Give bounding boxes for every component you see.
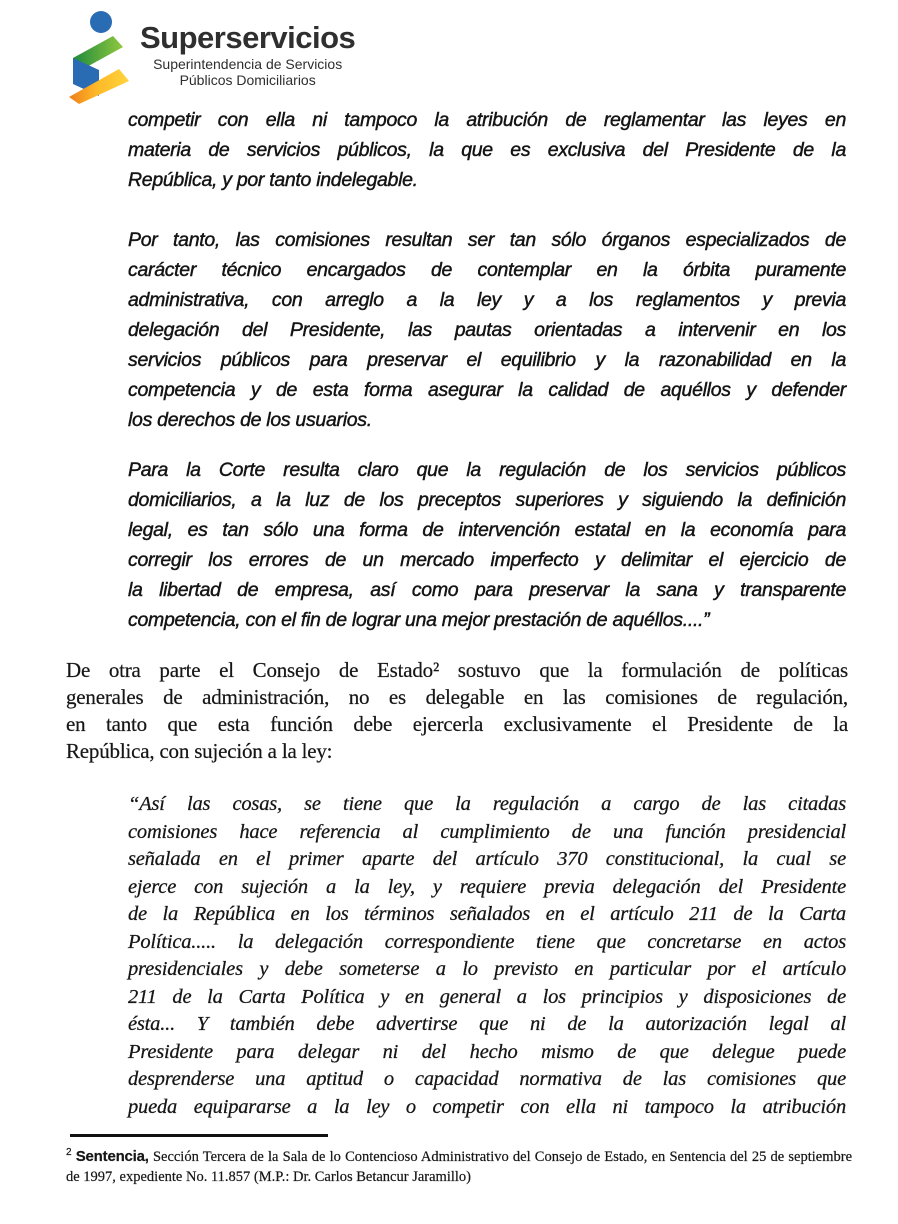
text-line: carácter técnico encargados de contemplar en la órbita puramente xyxy=(128,259,846,281)
text-line: ésta... Y también debe advertirse que ni de la autorización legal al xyxy=(128,1013,846,1035)
quote-block-4 xyxy=(128,791,846,1121)
text-line: De otra parte el Consejo de Estado² sostuvo que la formulación de políticas xyxy=(66,658,848,682)
text-line: Política..... la delegación correspondiente tiene que concretarse en actos xyxy=(128,930,846,953)
text-line: generales de administración, no es delegable en las comisiones de regulación, xyxy=(66,685,848,709)
text-line: en tanto que esta función debe ejercerla exclusivamente el Presidente de la xyxy=(66,712,848,736)
text-line: “Así las cosas, se tiene que la regulación a cargo de las citadas xyxy=(128,793,846,815)
text-line: República, y por tanto indelegable. xyxy=(128,169,418,191)
footnote-text: Sección Tercera de la Sala de lo Contencioso Administrativo del Consejo de Estado, en Sentencia del 25 de septiembre de 1997, expediente No. 11.857 (M.P.: Dr. Carlos Betancur Jaramillo) xyxy=(66,1148,852,1185)
text-line: presidenciales y debe someterse a lo previsto en particular por el artículo xyxy=(128,958,846,980)
superservicios-figure-icon xyxy=(64,10,132,104)
text-line: delegación del Presidente, las pautas orientadas a intervenir en los xyxy=(128,319,846,341)
brand-subtitle-line2: Públicos Domiciliarios xyxy=(179,72,316,88)
body-paragraph xyxy=(66,657,848,765)
text-line: legal, es tan sólo una forma de intervención estatal en la economía para xyxy=(128,519,846,541)
text-line: pueda equipararse a la ley o competir con ella ni tampoco la atribución xyxy=(128,1095,846,1118)
text-line: Para la Corte resulta claro que la regulación de los servicios públicos xyxy=(128,459,846,481)
text-line: desprenderse una aptitud o capacidad normativa de las comisiones que xyxy=(128,1068,846,1090)
text-line: los derechos de los usuarios. xyxy=(128,409,372,431)
text-line: señalada en el primer aparte del artículo 370 constitucional, la cual se xyxy=(128,848,846,870)
text-line: competencia, con el fin de lograr una mejor prestación de aquéllos....” xyxy=(128,609,710,631)
text-line: Presidente para delegar ni del hecho mismo de que delegue puede xyxy=(128,1040,846,1063)
quote-block-3 xyxy=(128,455,846,635)
text-line: competir con ella ni tampoco la atribución de reglamentar las leyes en xyxy=(128,109,846,131)
footnote-separator xyxy=(70,1134,328,1137)
document-body xyxy=(0,105,898,1187)
text-line: comisiones hace referencia al cumplimiento de una función presidencial xyxy=(128,820,846,843)
brand-name: Superservicios xyxy=(140,20,356,55)
text-line: materia de servicios públicos, la que es exclusiva del Presidente de la xyxy=(128,139,846,161)
text-line: Por tanto, las comisiones resultan ser tan sólo órganos especializados de xyxy=(128,229,846,251)
text-line: competencia y de esta forma asegurar la calidad de aquéllos y defender xyxy=(128,379,846,401)
text-line: domiciliarios, a la luz de los preceptos superiores y siguiendo la definición xyxy=(128,489,846,511)
footnote xyxy=(66,1143,852,1187)
text-line: servicios públicos para preservar el equilibrio y la razonabilidad en la xyxy=(128,349,846,371)
text-line: administrativa, con arreglo a la ley y a los reglamentos y previa xyxy=(128,289,846,311)
text-line: de la República en los términos señalados en el artículo 211 de la Carta xyxy=(128,903,846,925)
logo-text xyxy=(140,10,355,88)
text-line: República, con sujeción a la ley: xyxy=(66,739,333,763)
text-line: ejerce con sujeción a la ley, y requiere previa delegación del Presidente xyxy=(128,875,846,898)
quote-block-1 xyxy=(128,105,846,195)
brand-subtitle-line1: Superintendencia de Servicios xyxy=(153,56,343,72)
text-line: corregir los errores de un mercado imperfecto y delimitar el ejercicio de xyxy=(128,549,846,571)
text-line: la libertad de empresa, así como para preservar la sana y transparente xyxy=(128,579,846,601)
footnote-marker: 2 xyxy=(66,1147,72,1158)
letterhead xyxy=(0,0,898,102)
quote-block-2 xyxy=(128,225,846,435)
text-line: 211 de la Carta Política y en general a los principios y disposiciones de xyxy=(128,985,846,1008)
footnote-lead: Sentencia, xyxy=(75,1147,149,1165)
brand-subtitle xyxy=(140,56,355,88)
